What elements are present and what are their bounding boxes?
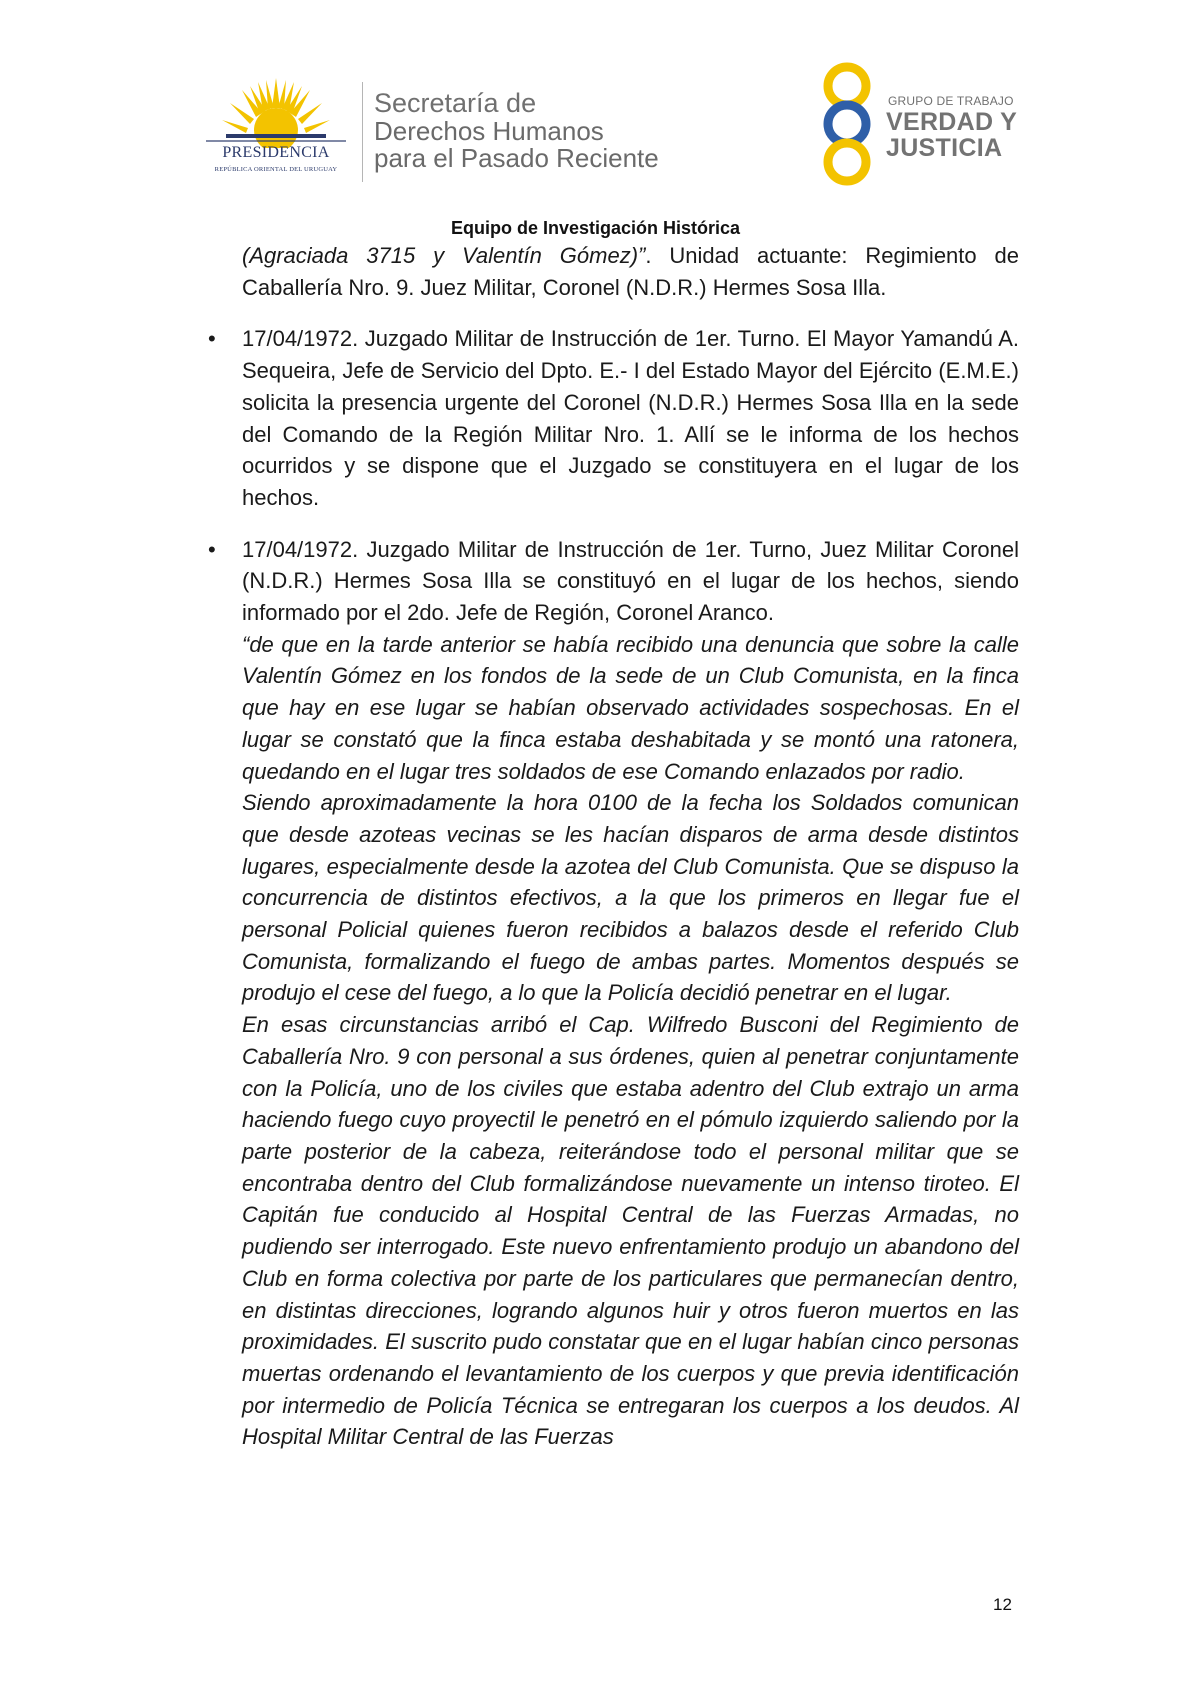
bullet-icon: •: [208, 536, 216, 562]
list-item-text: 17/04/1972. Juzgado Militar de Instrucción de 1er. Turno. El Mayor Yamandú A. Sequeira, Jefe de Servicio del Dpto. E.- I del Estado Mayor del Ejército (E.M.E.) solicita la presencia urgente del Coronel (N.D.R.) Hermes Sosa Illa en la sede del Comando de la Región Militar Nro. 1. Allí se le informa de los hechos ocurridos y se dispone que el Juzgado se constituyera en el lugar de los hechos.: [242, 326, 1019, 510]
grupo-trabajo-logo: [810, 62, 1020, 192]
continuation-text: . Unidad actuante: Regimiento de Caballería Nro. 9. Juez Militar, Coronel (N.D.R.) Hermes Sosa Illa.: [242, 243, 1019, 300]
continuation-paragraph: [242, 240, 1019, 303]
list-item: [208, 534, 1019, 1453]
secretaria-line-2: Derechos Humanos: [374, 116, 604, 146]
list-item: [208, 323, 1019, 513]
list-item-text: 17/04/1972. Juzgado Militar de Instrucción de 1er. Turno, Juez Militar Coronel (N.D.R.) Hermes Sosa Illa se constituyó en el lugar de los hechos, siendo informado por el 2do. Jefe de Región, Coronel Aranco.: [242, 536, 1019, 626]
presidencia-logo: [196, 78, 356, 183]
gtvj-line-3: JUSTICIA: [886, 134, 1003, 162]
page-header: [0, 0, 1191, 215]
quote-paragraph: Siendo aproximadamente la hora 0100 de la fecha los Soldados comunican que desde azoteas vecinas se les hacían disparos de arma desde distintos lugares, especialmente desde la azotea del Club Comunista. Que se dispuso la concurrencia de distintos efectivos, a la que los primeros en llegar fue el personal Policial quienes fueron recibidos a balazos desde el referido Club Comunista, formalizando el fuego de ambas partes. Momentos después se produjo el cese del fuego, a lo que la Policía decidió penetrar en el lugar.: [242, 790, 1019, 1006]
quote-paragraph: “de que en la tarde anterior se había recibido una denuncia que sobre la calle Valentín Gómez en los fondos de la sede de un Club Comunista, en la finca que hay en ese lugar se habían observado actividades sospechosas. En el lugar se constató que la finca estaba deshabitada y se montó una ratonera, quedando en el lugar tres soldados de ese Comando enlazados por radio.: [242, 631, 1019, 784]
secretaria-logo-text: [374, 88, 704, 172]
gtvj-line-1: GRUPO DE TRABAJO: [888, 94, 1014, 108]
team-title: Equipo de Investigación Histórica: [450, 218, 741, 238]
presidencia-name: PRESIDENCIA: [222, 144, 330, 161]
quote-paragraph: En esas circunstancias arribó el Cap. Wilfredo Busconi del Regimiento de Caballería Nro. 9 con personal a sus órdenes, quien al penetrar conjuntamente con la Policía, uno de los civiles que estaba adentro del Club extrajo un arma haciendo fuego cuyo proyectil le penetró en el pómulo izquierdo saliendo por la parte posterior de la cabeza, reiterándose todo el personal militar que se encontraba dentro del Club formalizándose nuevamente un intenso tiroteo. El Capitán fue conducido al Hospital Central de las Fuerzas Armadas, no pudiendo ser interrogado. Este nuevo enfrentamiento produjo un abandono del Club en forma colectiva por parte de los particulares que permanecían dentro, en distintas direcciones, logrando algunos huir y otros fueron muertos en las proximidades. El suscrito pudo constatar que en el lugar habían cinco personas muertas ordenando el levantamiento de los cuerpos y que previa identificación por intermedio de Policía Técnica se entregaran los cuerpos a los deudos. Al Hospital Militar Central de las Fuerzas: [242, 1012, 1019, 1450]
document-body: [208, 240, 1019, 1473]
sun-icon: [196, 78, 356, 148]
secretaria-line-1: Secretaría de: [374, 88, 537, 118]
presidencia-subtitle: REPÚBLICA ORIENTAL DEL URUGUAY: [214, 166, 338, 173]
page-number: 12: [993, 1595, 1012, 1614]
secretaria-line-3: para el Pasado Reciente: [374, 143, 659, 173]
continuation-italic: (Agraciada 3715 y Valentín Gómez)”: [242, 243, 646, 268]
linked-rings-icon: [810, 62, 885, 192]
bullet-icon: •: [208, 326, 216, 352]
gtvj-line-2: VERDAD Y: [886, 108, 1018, 136]
header-divider: [362, 82, 363, 182]
quoted-report: [242, 629, 1019, 1453]
